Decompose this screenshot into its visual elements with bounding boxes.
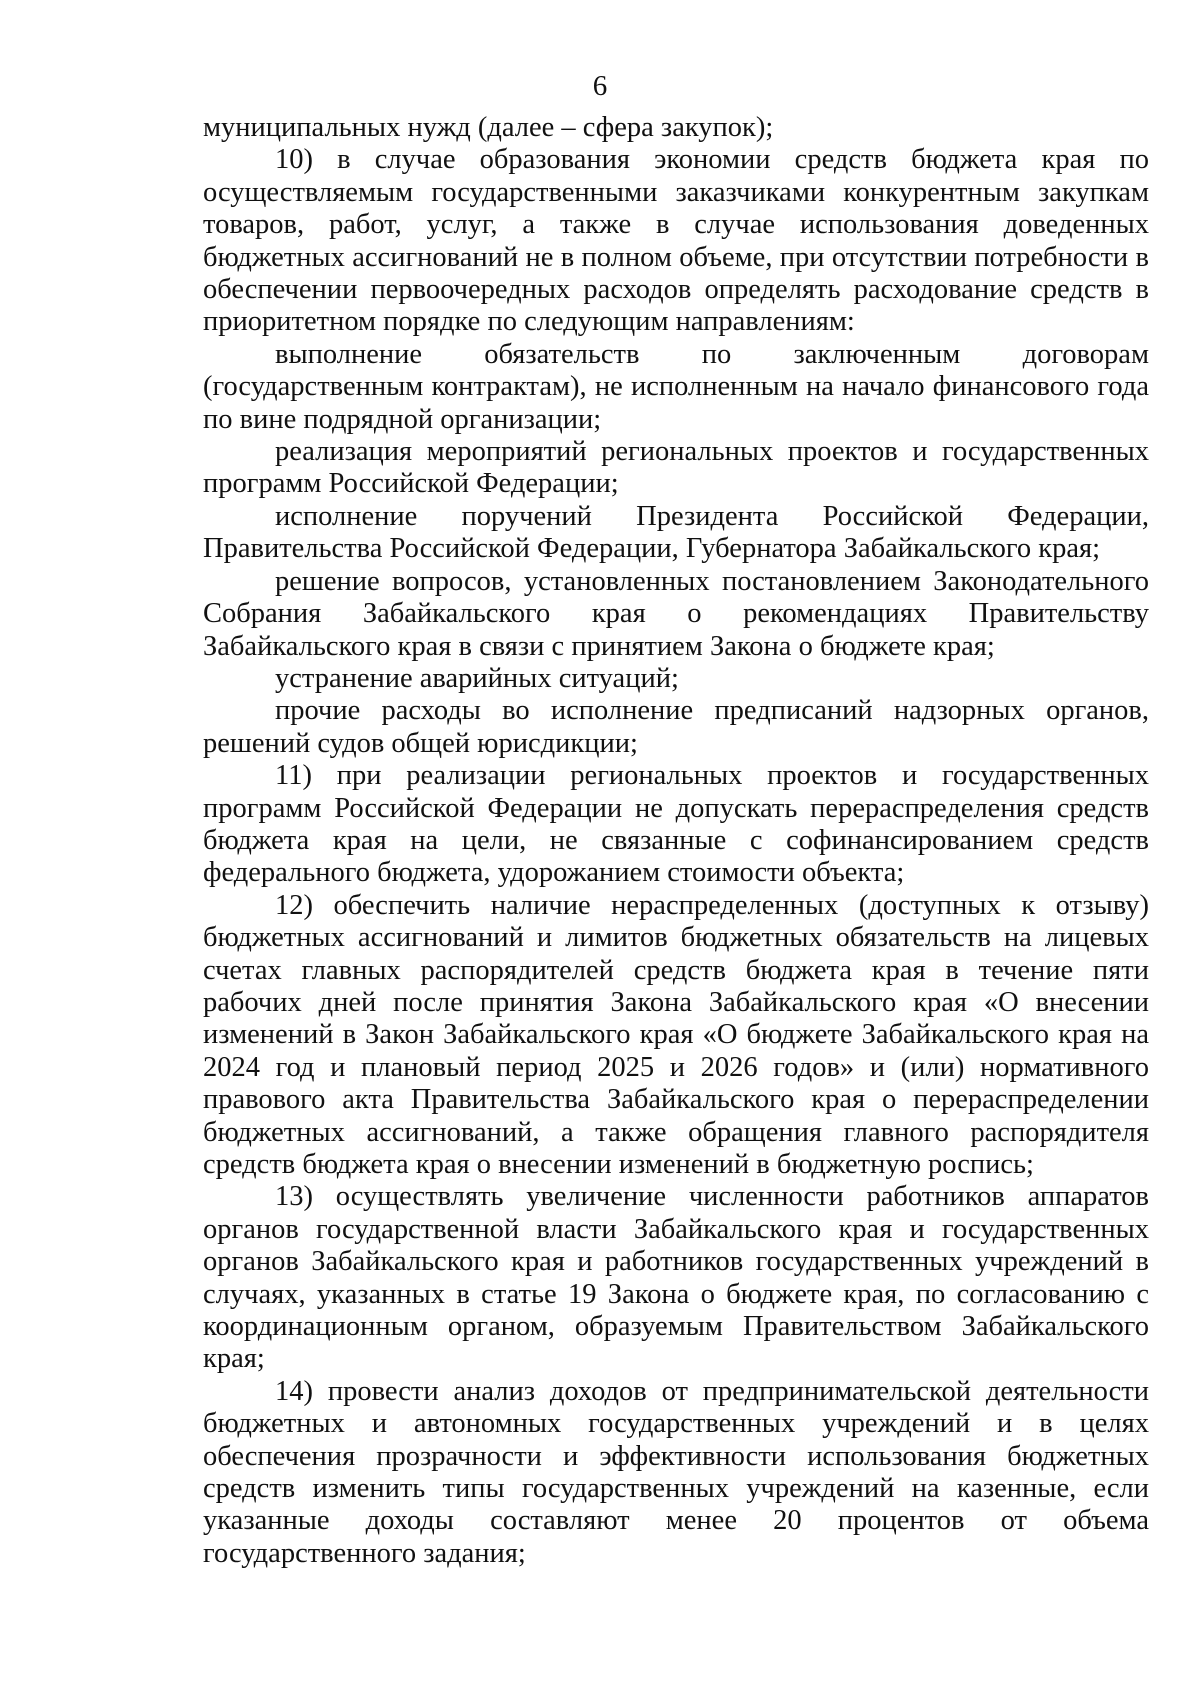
paragraph: исполнение поручений Президента Российской Федерации, Правительства Российской Федерации, Губернатора Забайкальского края; (203, 500, 1149, 565)
paragraph: 12) обеспечить наличие нераспределенных (доступных к отзыву) бюджетных ассигнований и лимитов бюджетных обязательств на лицевых счетах главных распорядителей средств бюджета края в течение пяти рабочих дней после принятия Закона Забайкальского края «О внесении изменений в Закон Забайкальского края «О бюджете Забайкальского края на 2024 год и плановый период 2025 и 2026 годов» и (или) нормативного правового акта Правительства Забайкальского края о перераспределении бюджетных ассигнований, а также обращения главного распорядителя средств бюджета края о внесении изменений в бюджетную роспись; (203, 889, 1149, 1180)
paragraph: решение вопросов, установленных постановлением Законодательного Собрания Забайкальского края о рекомендациях Правительству Забайкальского края в связи с принятием Закона о бюджете края; (203, 565, 1149, 662)
paragraph: реализация мероприятий региональных проектов и государственных программ Российской Федерации; (203, 436, 1149, 500)
paragraph: 14) провести анализ доходов от предпринимательской деятельности бюджетных и автономных государственных учреждений и в целях обеспечения прозрачности и эффективности использования бюджетных средств изменить типы государственных учреждений на казенные, если указанные доходы составляют менее 20 процентов от объема государственного задания; (203, 1375, 1149, 1569)
paragraph: 13) осуществлять увеличение численности работников аппаратов органов государственной власти Забайкальского края и государственных органов Забайкальского края и работников государственных учреждений в случаях, указанных в статье 19 Закона о бюджете края, по согласованию с координационным органом, образуемым Правительством Забайкальского края; (203, 1181, 1149, 1375)
paragraph: 11) при реализации региональных проектов и государственных программ Российской Федерации не допускать перераспределения средств бюджета края на цели, не связанные с софинансированием средств федерального бюджета, удорожанием стоимости объекта; (203, 760, 1149, 889)
paragraph: муниципальных нужд (далее – сфера закупок); (203, 112, 774, 143)
document-body (203, 112, 1149, 1570)
page-number: 6 (592, 70, 608, 102)
paragraph: устранение аварийных ситуаций; (275, 662, 679, 694)
paragraph: 10) в случае образования экономии средств бюджета края по осуществляемым государственными заказчиками конкурентным закупкам товаров, работ, услуг, а также в случае использования доведенных бюджетных ассигнований не в полном объеме, при отсутствии потребности в обеспечении первоочередных расходов определять расходование средств в приоритетном порядке по следующим направлениям: (203, 144, 1149, 338)
paragraph: прочие расходы во исполнение предписаний надзорных органов, решений судов общей юрисдикции; (203, 695, 1149, 759)
paragraph: выполнение обязательств по заключенным договорам (государственным контрактам), не исполненным на начало финансового года по вине подрядной организации; (203, 338, 1149, 435)
